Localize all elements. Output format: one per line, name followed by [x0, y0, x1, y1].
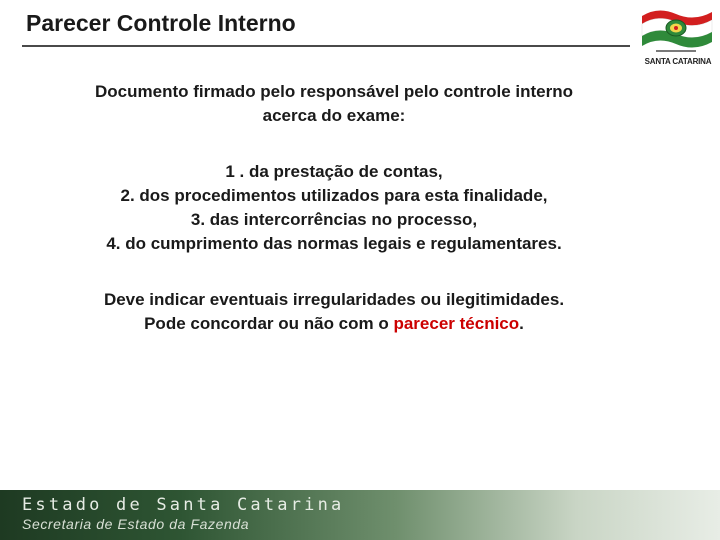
title-divider — [22, 45, 630, 47]
closing-paragraph — [40, 288, 628, 336]
footer-banner — [0, 490, 720, 540]
footer-state-name: Estado de Santa Catarina — [22, 495, 345, 515]
list-item: 1 . da prestação de contas, — [225, 162, 443, 181]
closing-line-2-text: Pode concordar ou não com o — [144, 314, 394, 333]
list-item: 3. das intercorrências no processo, — [190, 210, 478, 229]
highlighted-term: parecer técnico — [393, 314, 520, 333]
closing-line-2-period: . — [519, 314, 524, 333]
list-item: 4. do cumprimento das normas legais e regulamentares. — [106, 234, 562, 253]
intro-line-1: Documento firmado pelo responsável pelo controle interno — [95, 82, 573, 101]
main-content — [40, 80, 628, 336]
intro-paragraph — [40, 80, 628, 128]
closing-line-1: Deve indicar eventuais irregularidades ou ilegitimidades. — [103, 290, 565, 309]
logo-caption: SANTA CATARINA — [644, 57, 712, 66]
exam-items-list — [40, 160, 628, 256]
closing-line-2 — [40, 312, 628, 336]
footer-department-name: Secretaria de Estado da Fazenda — [22, 516, 250, 532]
list-item: 2. dos procedimentos utilizados para esta finalidade, — [120, 186, 548, 205]
intro-line-2: acerca do exame: — [262, 106, 406, 125]
page-title: Parecer Controle Interno — [26, 10, 296, 36]
